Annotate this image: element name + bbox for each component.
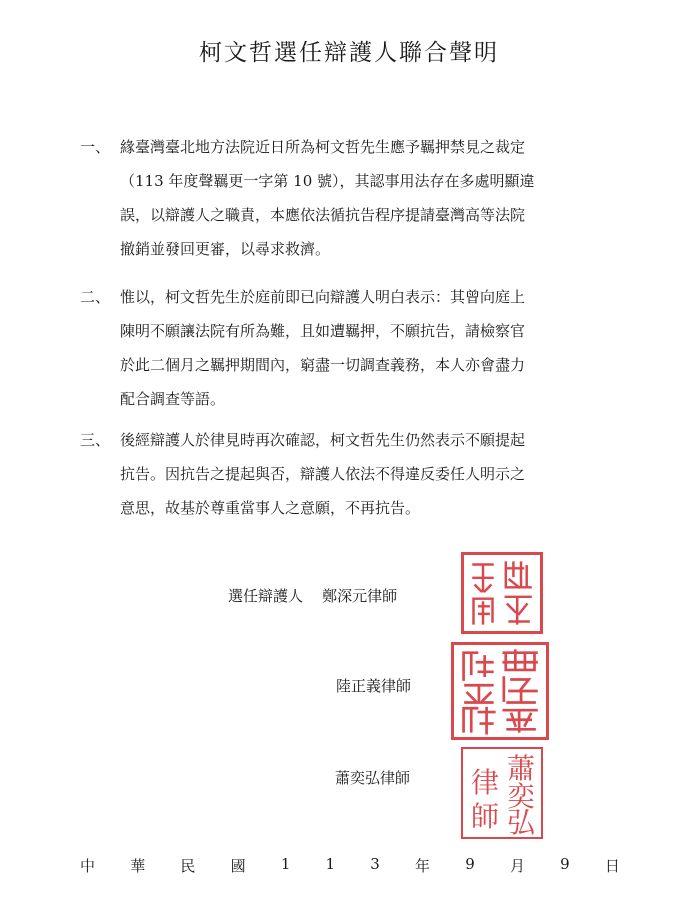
paragraph-line: （113 年度聲羈更一字第 10 號），其認事用法存在多處明顯違 bbox=[120, 172, 535, 190]
seal-char: 奕 bbox=[507, 780, 536, 813]
date-char: 日 bbox=[604, 857, 620, 875]
paragraph-line: 誤，以辯護人之職責，本應依法循抗告程序提請臺灣高等法院 bbox=[120, 206, 526, 224]
seal-char: 弘 bbox=[507, 806, 536, 839]
seal-char: 律 bbox=[471, 766, 500, 799]
paragraph-2 bbox=[80, 280, 660, 416]
signature-line-2 bbox=[336, 675, 411, 696]
date-char: 民 bbox=[180, 857, 196, 875]
paragraph-line: 緣臺灣臺北地方法院近日所為柯文哲先生應予羈押禁見之裁定 bbox=[120, 138, 526, 156]
paragraph-1 bbox=[80, 130, 660, 266]
seal-char: 蕭 bbox=[507, 752, 536, 785]
date-char: 華 bbox=[130, 857, 146, 875]
seal-stamp-3 bbox=[461, 747, 543, 839]
date-char: 3 bbox=[370, 855, 380, 873]
signature-name-2: 陸正義律師 bbox=[336, 677, 412, 695]
paragraph-3 bbox=[80, 423, 660, 525]
paragraph-line: 配合調查等語。 bbox=[120, 390, 226, 408]
seal-script-2 bbox=[454, 645, 546, 737]
seal-stamp-2 bbox=[451, 642, 549, 740]
paragraph-line: 惟以，柯文哲先生於庭前即已向辯護人明白表示：其曾向庭上 bbox=[120, 288, 526, 306]
date-char: 年 bbox=[415, 857, 431, 875]
signature-role: 選任辯護人 bbox=[228, 587, 304, 605]
signature-line-1 bbox=[228, 585, 397, 606]
seal-char: 師 bbox=[471, 800, 500, 833]
paragraph-line: 意思，故基於尊重當事人之意願，不再抗告。 bbox=[120, 499, 421, 517]
document-title: 柯文哲選任辯護人聯合聲明 bbox=[199, 40, 499, 66]
date-char: 月 bbox=[509, 857, 525, 875]
paragraph-line: 撤銷並發回更審，以尋求救濟。 bbox=[120, 240, 331, 258]
date-char: 中 bbox=[80, 857, 96, 875]
paragraph-line: 陳明不願讓法院有所為難，且如遭羈押，不願抗告，請檢察官 bbox=[120, 322, 526, 340]
signature-line-3 bbox=[335, 767, 410, 788]
seal-script-1 bbox=[464, 555, 540, 631]
signature-name-1: 鄭深元律師 bbox=[322, 587, 398, 605]
date-char: 9 bbox=[465, 855, 475, 873]
signature-name-3: 蕭奕弘律師 bbox=[335, 769, 411, 787]
document-date bbox=[80, 855, 620, 876]
date-char: 9 bbox=[560, 855, 570, 873]
paragraph-line: 於此二個月之羈押期間內，窮盡一切調查義務，本人亦會盡力 bbox=[120, 356, 526, 374]
date-char: 1 bbox=[325, 855, 336, 873]
paragraph-line: 後經辯護人於律見時再次確認，柯文哲先生仍然表示不願提起 bbox=[120, 431, 526, 449]
seal-stamp-1 bbox=[461, 552, 543, 634]
paragraph-number: 一、 bbox=[80, 138, 111, 156]
paragraph-line: 抗告。因抗告之提起與否，辯護人依法不得違反委任人明示之 bbox=[120, 465, 526, 483]
date-char: 1 bbox=[280, 855, 291, 873]
paragraph-number: 二、 bbox=[80, 288, 111, 306]
paragraph-number: 三、 bbox=[80, 431, 111, 449]
date-char: 國 bbox=[230, 857, 246, 875]
